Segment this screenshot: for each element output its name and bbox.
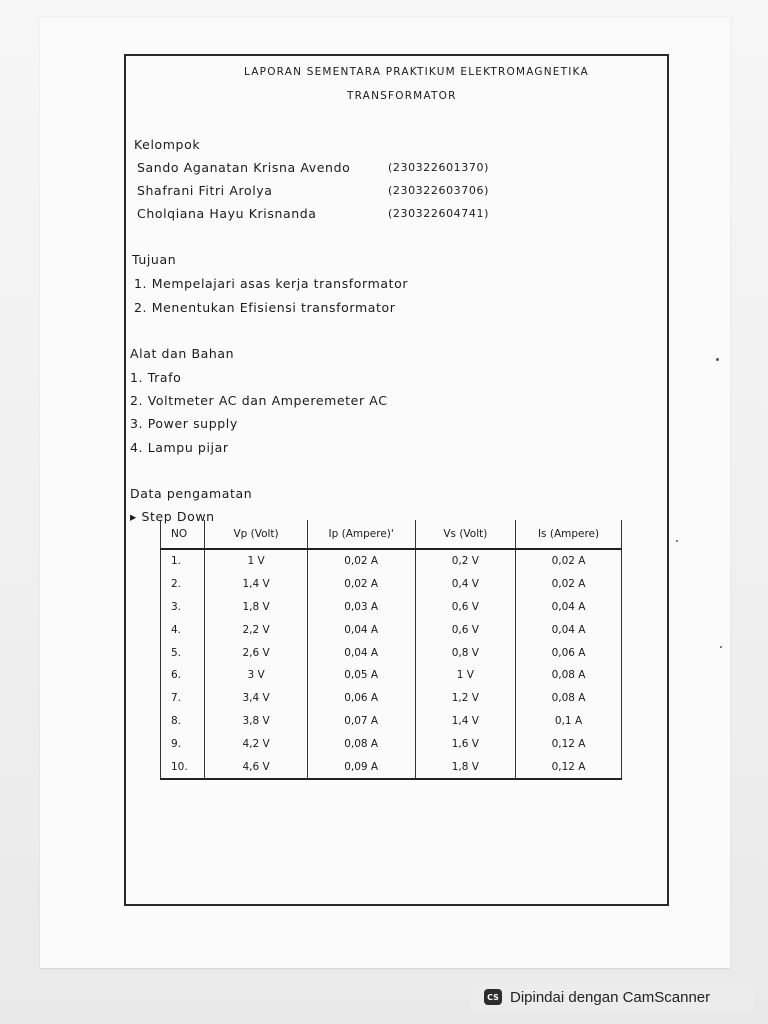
table-cell: 0,05 A <box>307 664 415 687</box>
table-cell: 0,02 A <box>516 549 622 573</box>
alat-item: 4. Lampu pijar <box>130 440 229 455</box>
table-cell: 5. <box>161 641 205 664</box>
member-name: Sando Aganatan Krisna Avendo <box>137 160 351 175</box>
camscanner-logo-icon: CS <box>484 989 502 1005</box>
kelompok-heading: Kelompok <box>134 137 201 152</box>
table-cell: 1,8 V <box>415 755 515 779</box>
member-id: (230322604741) <box>388 207 489 220</box>
table-cell: 10. <box>161 755 205 779</box>
table-cell: 0,09 A <box>307 755 415 779</box>
tujuan-item: 2. Menentukan Efisiensi transformator <box>134 300 396 315</box>
table-cell: 0,02 A <box>516 573 622 596</box>
table-header-row <box>161 520 622 549</box>
table-cell: 0,06 A <box>516 641 622 664</box>
table-cell: 0,8 V <box>415 641 515 664</box>
alat-item: 3. Power supply <box>130 416 238 431</box>
table-cell: 1,2 V <box>415 687 515 710</box>
scan-speck <box>720 646 722 648</box>
table-cell: 6. <box>161 664 205 687</box>
table-cell: 4,6 V <box>205 755 307 779</box>
table-cell: 0,02 A <box>307 573 415 596</box>
scan-speck <box>716 358 719 361</box>
table-cell: 8. <box>161 710 205 733</box>
table-row <box>161 573 622 596</box>
title-line-1: LAPORAN SEMENTARA PRAKTIKUM ELEKTROMAGNETIKA <box>244 66 589 78</box>
column-header-vs: Vs (Volt) <box>415 520 515 549</box>
table-cell: 0,12 A <box>516 755 622 779</box>
table-cell: 0,08 A <box>516 687 622 710</box>
table-cell: 0,08 A <box>307 732 415 755</box>
paper-edge <box>40 968 730 969</box>
column-header-vp: Vp (Volt) <box>205 520 307 549</box>
table-cell: 0,1 A <box>516 710 622 733</box>
alat-heading: Alat dan Bahan <box>130 346 235 361</box>
step-down-label: ▸ Step Down <box>130 509 215 524</box>
table-cell: 1 V <box>415 664 515 687</box>
table-row <box>161 664 622 687</box>
member-id: (230322603706) <box>388 184 489 197</box>
table-row <box>161 641 622 664</box>
table-cell: 0,04 A <box>307 618 415 641</box>
table-cell: 1,4 V <box>205 573 307 596</box>
table-row <box>161 687 622 710</box>
table-cell: 4,2 V <box>205 732 307 755</box>
table-cell: 4. <box>161 618 205 641</box>
table-cell: 0,07 A <box>307 710 415 733</box>
table-cell: 3 V <box>205 664 307 687</box>
table-cell: 1,6 V <box>415 732 515 755</box>
table-cell: 1,8 V <box>205 596 307 619</box>
member-name: Cholqiana Hayu Krisnanda <box>137 206 317 221</box>
watermark-text: Dipindai dengan CamScanner <box>510 988 711 1006</box>
column-header-ip: Ip (Ampere)' <box>307 520 415 549</box>
table-row <box>161 755 622 779</box>
table-cell: 0,03 A <box>307 596 415 619</box>
table-cell: 0,2 V <box>415 549 515 573</box>
table-cell: 0,04 A <box>307 641 415 664</box>
scan-speck <box>676 540 678 542</box>
table-cell: 3,4 V <box>205 687 307 710</box>
camscanner-watermark <box>470 982 754 1012</box>
tujuan-item: 1. Mempelajari asas kerja transformator <box>134 276 409 291</box>
table-cell: 1,4 V <box>415 710 515 733</box>
table-cell: 1. <box>161 549 205 573</box>
table-cell: 3. <box>161 596 205 619</box>
data-heading: Data pengamatan <box>130 486 253 501</box>
table-cell: 9. <box>161 732 205 755</box>
table-cell: 0,04 A <box>516 596 622 619</box>
member-id: (230322601370) <box>388 161 489 174</box>
table-cell: 2. <box>161 573 205 596</box>
table-cell: 2,2 V <box>205 618 307 641</box>
table-cell: 2,6 V <box>205 641 307 664</box>
observation-table <box>160 520 622 778</box>
column-header-is: Is (Ampere) <box>516 520 622 549</box>
table-cell: 0,08 A <box>516 664 622 687</box>
table-cell: 0,02 A <box>307 549 415 573</box>
table-cell: 0,6 V <box>415 618 515 641</box>
table-row <box>161 596 622 619</box>
table-row <box>161 618 622 641</box>
data-table <box>160 520 622 780</box>
table-row <box>161 732 622 755</box>
table-row <box>161 710 622 733</box>
table-row <box>161 549 622 573</box>
table-cell: 0,04 A <box>516 618 622 641</box>
table-cell: 0,06 A <box>307 687 415 710</box>
table-cell: 1 V <box>205 549 307 573</box>
table-cell: 0,4 V <box>415 573 515 596</box>
title-line-2: TRANSFORMATOR <box>347 90 457 102</box>
column-header-no: NO <box>161 520 205 549</box>
tujuan-heading: Tujuan <box>132 252 177 267</box>
table-cell: 3,8 V <box>205 710 307 733</box>
table-cell: 0,12 A <box>516 732 622 755</box>
table-cell: 0,6 V <box>415 596 515 619</box>
table-cell: 7. <box>161 687 205 710</box>
member-name: Shafrani Fitri Arolya <box>137 183 273 198</box>
alat-item: 2. Voltmeter AC dan Amperemeter AC <box>130 393 388 408</box>
alat-item: 1. Trafo <box>130 370 182 385</box>
